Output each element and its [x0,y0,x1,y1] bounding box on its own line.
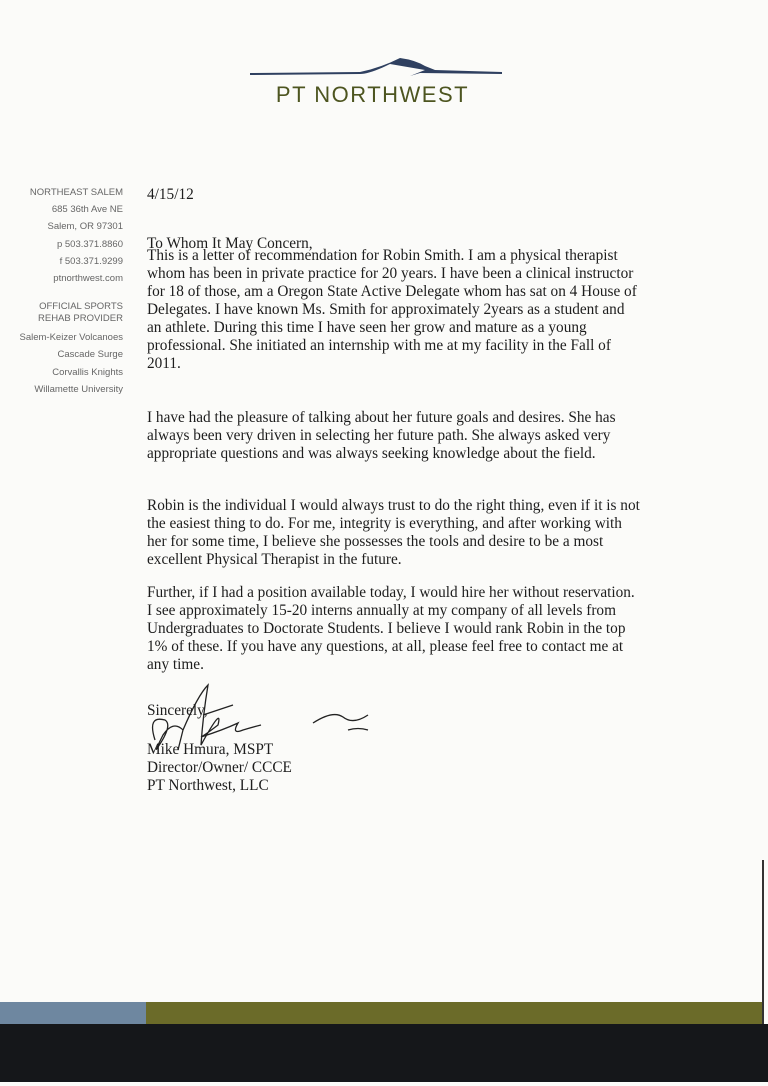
signature-block [147,741,292,795]
paragraph-line: 2011. [147,355,181,372]
paragraph-line: Robin is the individual I would always trust to do the right thing, even if it is not [147,497,640,514]
company-logo [240,48,505,112]
paragraph-line: whom has been in private practice for 20 years. I have been a clinical instructor [147,265,634,282]
scan-border [0,1024,768,1082]
team-name: Willamette University [34,383,123,395]
signer-company: PT Northwest, LLC [147,777,269,794]
paragraph-line: always been very driven in selecting her future path. She always asked very [147,427,611,444]
salutation-text: To Whom It May Concern, [147,235,313,252]
paragraph-line: This is a letter of recommendation for Robin Smith. I am a physical therapist [147,247,618,264]
letter-date [147,186,194,204]
paragraph-line: appropriate questions and was always seeking knowledge about the field. [147,445,596,462]
paragraph-line: any time. [147,656,204,673]
paragraph-line: excellent Physical Therapist in the future. [147,551,402,568]
team-name: Salem-Keizer Volcanoes [19,332,123,344]
address-line1: 685 36th Ave NE [51,204,123,216]
paragraph-4 [147,584,635,674]
paragraph-line: for 18 of those, am a Oregon State Active Delegate whom has sat on 4 House of [147,283,637,300]
paragraph-line: Undergraduates to Doctorate Students. I believe I would rank Robin in the top [147,620,626,637]
date-text: 4/15/12 [147,186,194,203]
paragraph-line: 1% of these. If you have any questions, at all, please feel free to contact me at [147,638,624,655]
paragraph-line: the easiest thing to do. For me, integrity is everything, and after working with [147,515,622,532]
mountain-logo-icon [240,48,505,82]
paragraph-1 [147,247,637,373]
provider-heading-1: OFFICIAL SPORTS [39,301,123,313]
team-name: Corvallis Knights [52,366,123,378]
team-name: Cascade Surge [57,349,123,361]
footer-band-olive [146,1002,762,1024]
address-line2: Salem, OR 97301 [47,221,123,233]
paragraph-line: an athlete. During this time I have seen her grow and mature as a young [147,319,587,336]
fax-number: f 503.371.9299 [59,255,123,267]
signer-title: Director/Owner/ CCCE [147,759,292,776]
letterhead-sidebar [20,184,124,398]
company-name: PT NORTHWEST [275,82,470,107]
paragraph-line: I have had the pleasure of talking about her future goals and desires. She has [147,409,616,426]
paragraph-2 [147,409,616,463]
provider-heading-2: REHAB PROVIDER [38,313,123,325]
location-name: NORTHEAST SALEM [29,187,123,198]
closing-text: Sincerely, [147,702,208,719]
website-link: ptnorthwest.com [53,272,123,284]
paragraph-line: Delegates. I have known Ms. Smith for approximately 2years as a student and [147,301,625,318]
paragraph-line: I see approximately 15-20 interns annually at my company of all levels from [147,602,616,619]
footer-band-blue [0,1002,146,1024]
signer-name: Mike Hmura, MSPT [147,741,274,758]
paragraph-line: professional. She initiated an internship with me at my facility in the Fall of [147,337,611,354]
paragraph-line: her for some time, I believe she possesses the tools and desire to be a most [147,533,604,550]
paragraph-line: Further, if I had a position available today, I would hire her without reservation. [147,584,635,601]
paragraph-3 [147,497,640,569]
scan-edge [762,860,764,1024]
phone-number: p 503.371.8860 [56,238,123,250]
